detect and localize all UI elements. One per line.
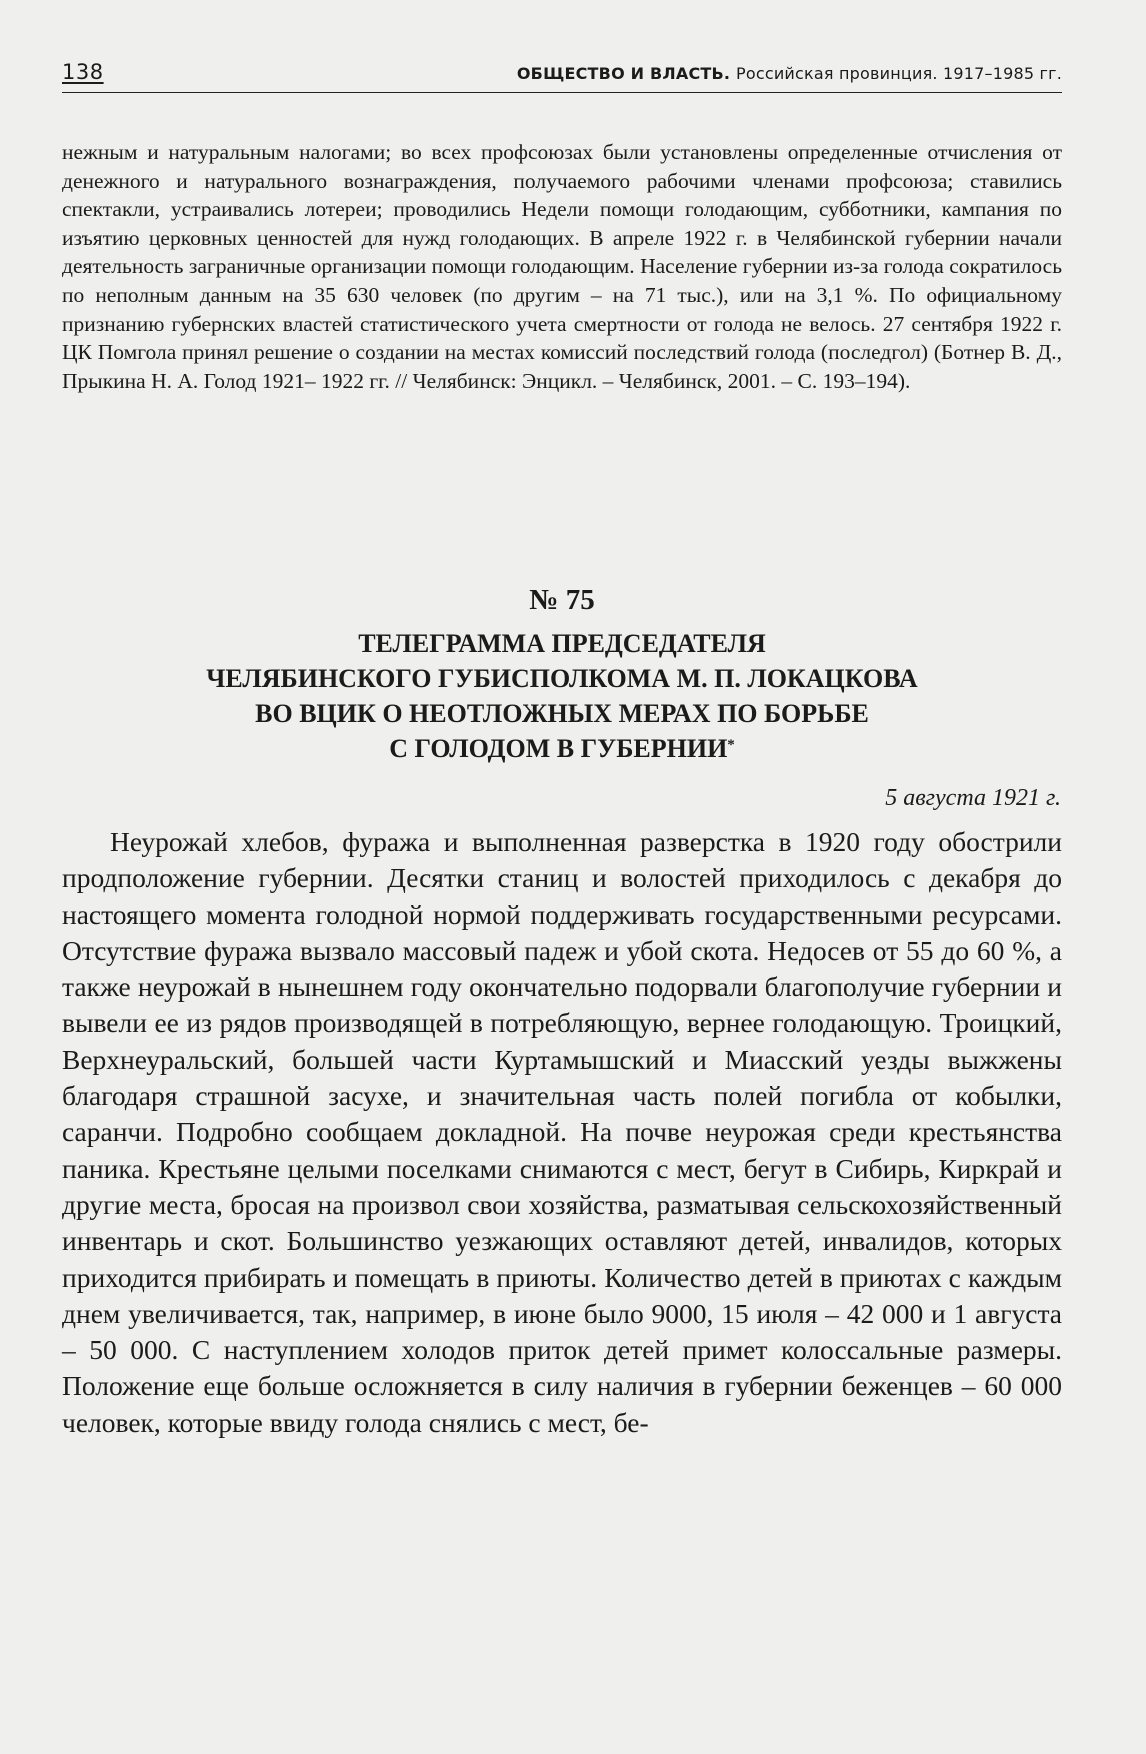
book-title: ОБЩЕСТВО И ВЛАСТЬ. [516, 64, 731, 83]
title-line: ВО ВЦИК О НЕОТЛОЖНЫХ МЕРАХ ПО БОРЬБЕ [255, 699, 869, 728]
running-title [517, 64, 1062, 83]
document-number: № 75 [529, 584, 595, 616]
footnote-continuation: нежным и натуральным налогами; во всех профсоюзах были установлены определенные отчисления от денежного и натурального вознаграждения, получаемого рабочими членами профсоюза; ставились спектакли, устраивались лотереи; проводились Недели помощи голодающим, субботники, кампания по изъятию церковных ценностей для нужд голодающих. В апреле 1922 г. в Челябинской губернии начали деятельность заграничные организации помощи голодающим. Население губернии из-за голода сократилось по неполным данным на 35 630 человек (по другим – на 71 тыс.), или на 3,1 %. По официальному признанию губернских властей статистического учета смертности от голода не велось. 27 сентября 1922 г. ЦК Помгола принял решение о создании на местах комиссий последствий голода (последгол) (Ботнер В. Д., Прыкина Н. А. Голод 1921– 1922 гг. // Челябинск: Энцикл. – Челябинск, 2001. – С. 193–194). [62, 140, 1062, 393]
document-date: 5 августа 1921 г. [885, 785, 1061, 811]
document-body: Неурожай хлебов, фуража и выполненная разверстка в 1920 году обострили продположение губернии. Десятки станиц и волостей приходилось с декабря до настоящего момента голодной нормой поддерживать государственными ресурсами. Отсутствие фуража вызвало массовый падеж и убой скота. Недосев от 55 до 60 %, а также неурожай в нынешнем году окончательно подорвали благополучие губернии и вывели ее из рядов производящей в потребляющую, вернее голодающую. Троицкий, Верхнеуральский, большей части Куртамышский и Миасский уезды выжжены благодаря страшной засухе, и значительная часть полей погибла от кобылки, саранчи. Подробно сообщаем докладной. На почве неурожая среди крестьянства паника. Крестьяне целыми поселками снимаются с мест, бегут в Сибирь, Киркрай и другие места, бросая на произвол свои хозяйства, разматывая сельскохозяйственный инвентарь и скот. Большинство уезжающих оставляют детей, инвалидов, которых приходится прибирать и помещать в приюты. Количество детей в приютах с каждым днем увеличивается, так, например, в июне было 9000, 15 июля – 42 000 и 1 августа – 50 000. С наступлением холодов приток детей примет колоссальные размеры. Положение еще больше осложняется в силу наличия в губернии беженцев – 60 000 человек, которые ввиду голода снялись с мест, бе- [62, 826, 1062, 1438]
running-header [62, 58, 1062, 93]
footnote-mark: * [727, 737, 735, 753]
title-line: ЧЕЛЯБИНСКОГО ГУБИСПОЛКОМА М. П. ЛОКАЦКОВА [206, 664, 918, 693]
document-title [62, 626, 1062, 766]
title-line [62, 731, 1062, 766]
title-line-text: С ГОЛОДОМ В ГУБЕРНИИ [389, 734, 728, 763]
book-subtitle: Российская провинция. 1917–1985 гг. [735, 64, 1062, 83]
page-number: 138 [62, 60, 104, 84]
title-line: ТЕЛЕГРАММА ПРЕДСЕДАТЕЛЯ [358, 629, 766, 658]
